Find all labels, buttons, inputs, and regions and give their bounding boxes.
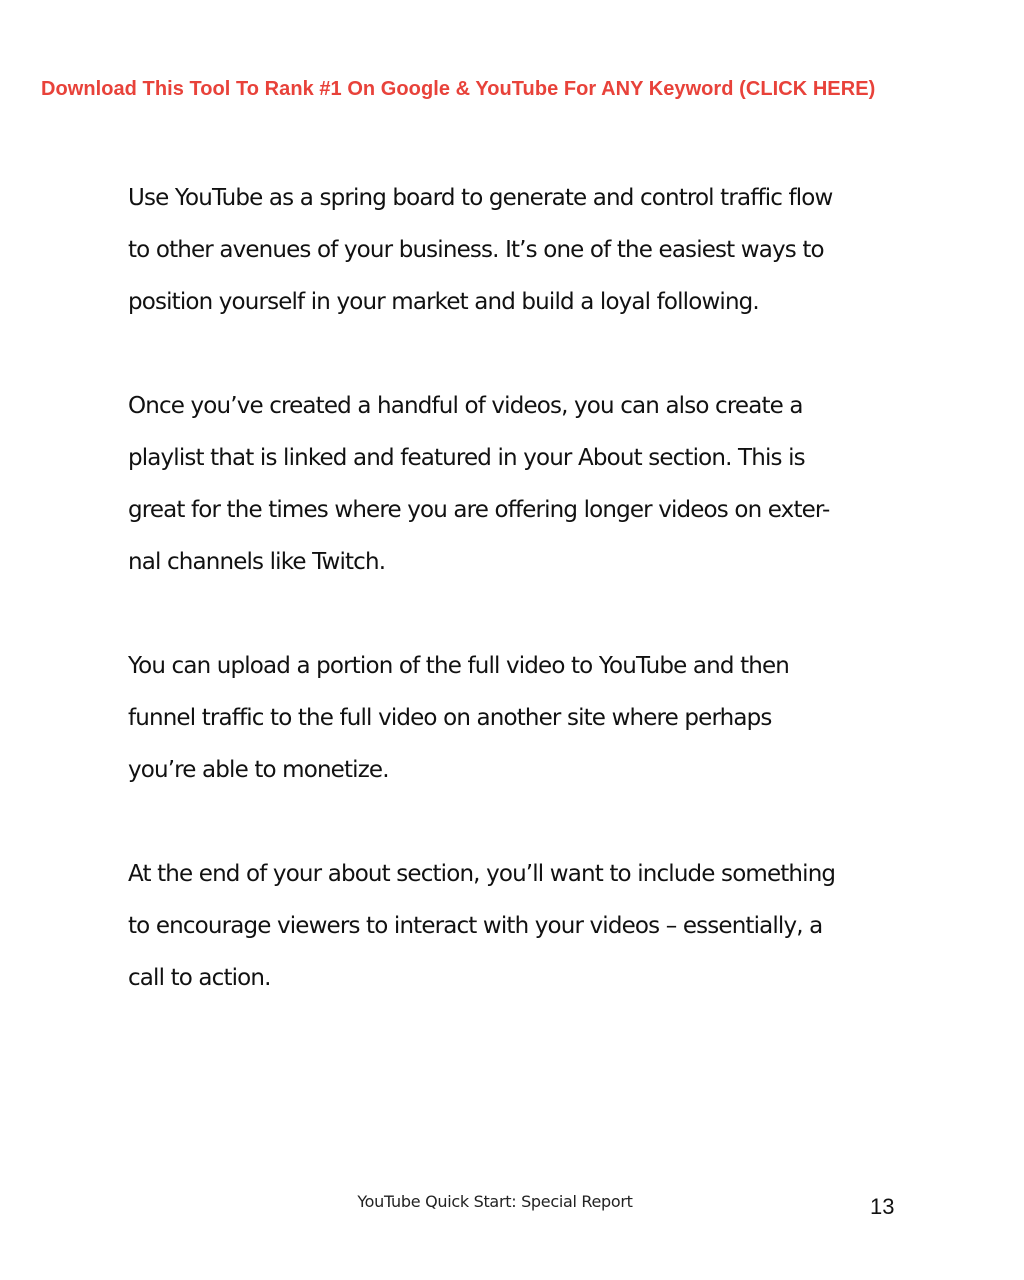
paragraph-1 [128, 172, 918, 328]
paragraph-line: Once you’ve created a handful of videos, you can also create a [128, 393, 803, 419]
paragraph-line: call to action. [128, 965, 271, 991]
footer-report-title: YouTube Quick Start: Special Report [357, 1192, 633, 1211]
paragraph-3 [128, 640, 918, 796]
paragraph-line: playlist that is linked and featured in your About section. This is [128, 445, 805, 471]
paragraph-line: nal channels like Twitch. [128, 549, 386, 575]
paragraph-line: Use YouTube as a spring board to generate and control traffic flow [128, 185, 833, 211]
paragraph-line: You can upload a portion of the full video to YouTube and then [128, 653, 790, 679]
paragraph-line: great for the times where you are offering longer videos on exter- [128, 497, 830, 523]
paragraph-line: position yourself in your market and build a loyal following. [128, 289, 759, 315]
paragraph-line: to other avenues of your business. It’s one of the easiest ways to [128, 237, 824, 263]
download-tool-link[interactable]: Download This Tool To Rank #1 On Google & YouTube For ANY Keyword (CLICK HERE) [41, 78, 876, 100]
paragraph-4 [128, 848, 918, 1004]
paragraph-line: you’re able to monetize. [128, 757, 389, 783]
page-number: 13 [870, 1194, 895, 1219]
paragraph-2 [128, 380, 918, 588]
paragraph-line: At the end of your about section, you’ll want to include something [128, 861, 836, 887]
paragraph-line: to encourage viewers to interact with your videos – essentially, a [128, 913, 823, 939]
paragraph-line: funnel traffic to the full video on another site where perhaps [128, 705, 772, 731]
report-body [128, 172, 918, 1056]
